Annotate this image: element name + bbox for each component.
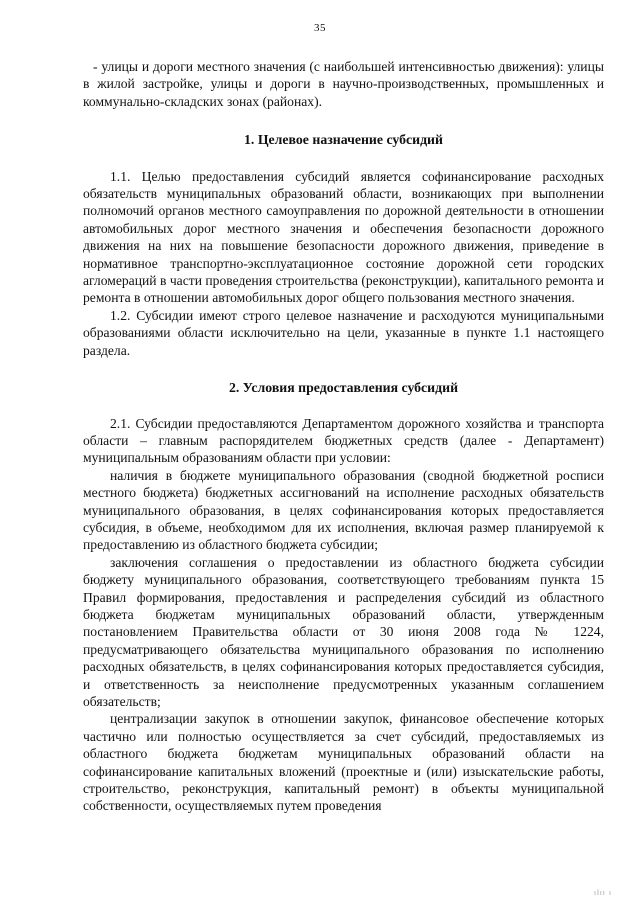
- intro-paragraph: - улицы и дороги местного значения (с наибольшей интенсивностью движения): улицы в жилой застройке, улицы и дороги в научно-производственных, промышленных и коммунально-складских зонах (районах).: [83, 59, 604, 109]
- scan-mark: ılıı ı: [594, 889, 612, 897]
- section-1-paragraph-1: 1.1. Целью предоставления субсидий является софинансирование расходных обязательств муниципальных образований области, возникающих при выполнении полномочий органов местного самоуправления по дорожной деятельности в отношении автомобильных дорог местного значения и обеспечения безопасности дорожного движения на них на повышение безопасности дорожного движения, приведение в нормативное транспортно-эксплуатационное состояние дорожной сети городских агломераций в части проведения строительства (реконструкции), капитального ремонта и ремонта в отношении автомобильных дорог общего пользования местного значения.: [83, 168, 604, 306]
- section-2-paragraph-2: наличия в бюджете муниципального образования (сводной бюджетной росписи местного бюджета) бюджетных ассигнований на исполнение расходных обязательств муниципального образования, в целях софинансирования которых предоставляется субсидия, в объеме, необходимом для их исполнения, включая размер планируемой к предоставлению из областного бюджета субсидии;: [83, 467, 604, 553]
- section-2-paragraph-3: заключения соглашения о предоставлении из областного бюджета субсидии бюджету муниципального образования, соответствующего требованиям пункта 15 Правил формирования, предоставления и распределения субсидий из областного бюджета бюджетам муниципальных образований области, утвержденным постановлением Правительства области от 30 июня 2008 года № 1224, предусматривающего обязательства муниципального образования по исполнению расходных обязательств, в целях софинансирования которых предоставляется субсидия, и ответственность за неисполнение предусмотренных указанным соглашением обязательств;: [83, 554, 604, 709]
- section-1-heading: 1. Целевое назначение субсидий: [244, 132, 443, 148]
- section-2-paragraph-4: централизации закупок в отношении закупок, финансовое обеспечение которых частично или полностью осуществляется за счет субсидий, предоставляемых из областного бюджета бюджетам муниципальных образований области на софинансирование капитальных вложений (проектные и (или) изыскательские работы, строительство, реконструкция, капитальный ремонт) в объекты муниципальной собственности, осуществляемых путем проведения: [83, 711, 604, 814]
- section-1-paragraph-2: 1.2. Субсидии имеют строго целевое назначение и расходуются муниципальными образованиями области исключительно на цели, указанные в пункте 1.1 настоящего раздела.: [83, 307, 604, 358]
- section-2-paragraph-1: 2.1. Субсидии предоставляются Департаментом дорожного хозяйства и транспорта области – главным распорядителем бюджетных средств (далее - Департамент) муниципальным образованиям области при условии:: [83, 415, 604, 466]
- document-body: [83, 58, 604, 815]
- page-number: 35: [314, 22, 326, 34]
- section-2-heading: 2. Условия предоставления субсидий: [228, 380, 459, 396]
